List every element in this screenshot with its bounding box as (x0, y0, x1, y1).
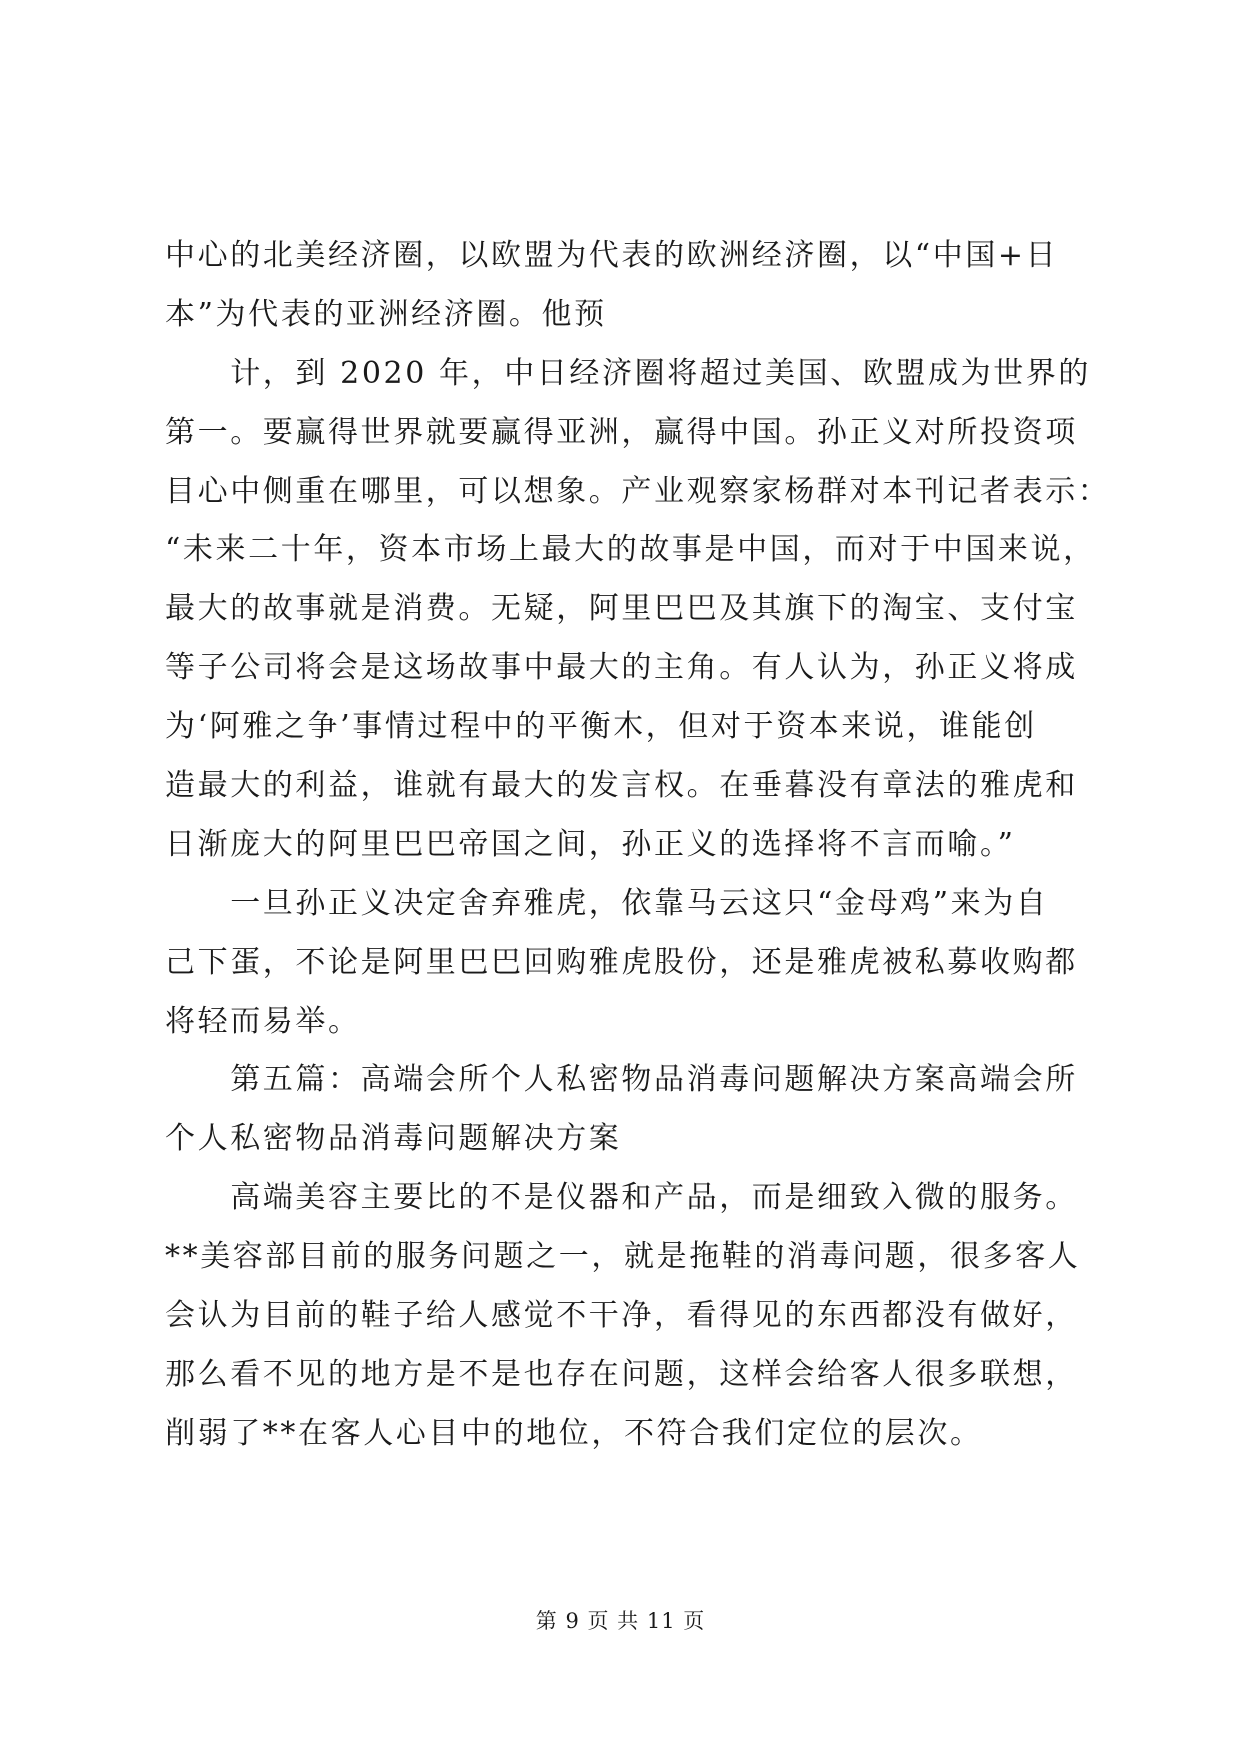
text-line: 最大的故事就是消费。无疑，阿里巴巴及其旗下的淘宝、支付宝 (165, 591, 1078, 627)
text-line: 会认为目前的鞋子给人感觉不干净，看得见的东西都没有做好， (165, 1298, 1078, 1334)
text-line: 削弱了**在客人心目中的地位，不符合我们定位的层次。 (165, 1415, 983, 1451)
text-line: 己下蛋，不论是阿里巴巴回购雅虎股份，还是雅虎被私募收购都 (165, 944, 1078, 980)
text-line: 目心中侧重在哪里，可以想象。产业观察家杨群对本刊记者表示： (165, 473, 1111, 509)
text-line: 日渐庞大的阿里巴巴帝国之间，孙正义的选择将不言而喻。” (165, 826, 1016, 862)
text-line: 一旦孙正义决定舍弃雅虎，依靠马云这只“金母鸡”来为自 (165, 885, 1049, 921)
text-line: 将轻而易举。 (165, 1003, 361, 1039)
text-line: 造最大的利益，谁就有最大的发言权。在垂暮没有章法的雅虎和 (165, 768, 1078, 804)
text-line: “未来二十年，资本市场上最大的故事是中国，而对于中国来说， (165, 532, 1096, 568)
text-line: 那么看不见的地方是不是也存在问题，这样会给客人很多联想， (165, 1356, 1078, 1392)
text-line: 第五篇：高端会所个人私密物品消毒问题解决方案高端会所 (165, 1062, 1078, 1098)
text-line: 为‘阿雅之争’事情过程中的平衡木，但对于资本来说，谁能创 (165, 709, 1037, 745)
text-line: 第一。要赢得世界就要赢得亚洲，赢得中国。孙正义对所投资项 (165, 414, 1078, 450)
text-line: 计，到 2020 年，中日经济圈将超过美国、欧盟成为世界的 (165, 355, 1092, 391)
body-text (165, 227, 1111, 1464)
page-number-footer: 第 9 页 共 11 页 (535, 1609, 706, 1633)
text-line: 本”为代表的亚洲经济圈。他预 (165, 296, 607, 332)
text-line: **美容部目前的服务问题之一，就是拖鞋的消毒问题，很多客人 (165, 1239, 1081, 1275)
text-line: 中心的北美经济圈，以欧盟为代表的欧洲经济圈，以“中国+日 (165, 238, 1059, 273)
text-line: 等子公司将会是这场故事中最大的主角。有人认为，孙正义将成 (165, 650, 1078, 686)
text-line: 高端美容主要比的不是仪器和产品，而是细致入微的服务。 (165, 1180, 1078, 1216)
text-line: 个人私密物品消毒问题解决方案 (165, 1121, 622, 1157)
